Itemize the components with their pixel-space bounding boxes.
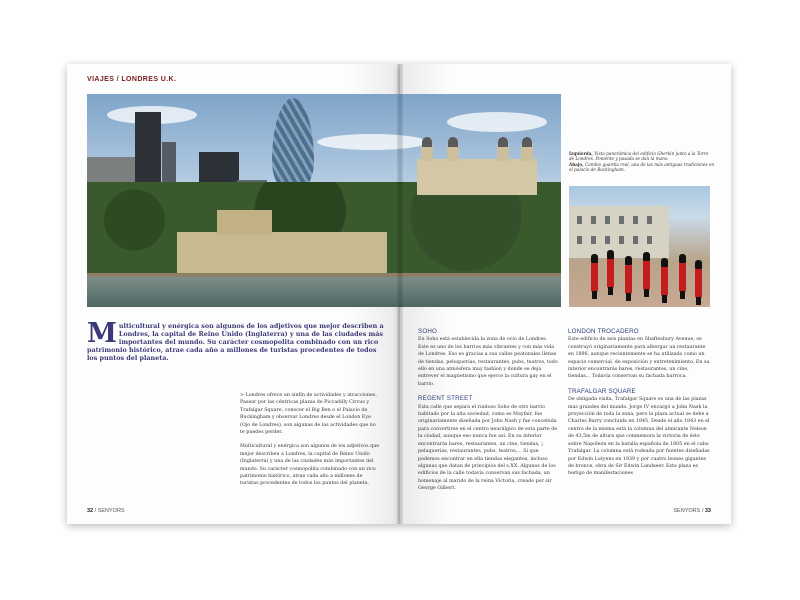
middle-column	[418, 328, 558, 500]
panorama-london-photo	[87, 94, 561, 307]
caption-label-left: Izquierda,	[569, 151, 593, 156]
soho-text: En Soho está establecida la zona de ocio de Londres. Este es uno de los barrios más vibrantes y con más vida de Londres. Eso es gracias a sus calles peatonales llenas de tiendas, peluquerías, restaurantes, pubs, teatros, todo ello en una atmósfera muy fashion y donde se deja entrever el magnetismo que ejerce la cultura gay en el barrio.	[418, 337, 558, 387]
magazine-spread	[67, 64, 731, 524]
magazine-name-left: / SENYORS	[93, 508, 125, 514]
trocadero-heading: LONDON TROCADERO	[568, 328, 639, 335]
lead-paragraph	[87, 318, 387, 362]
drop-cap: M	[87, 318, 117, 349]
lead-text: ulticultural y enérgica son algunos de los adjetivos que mejor describen a Londres, la capital de Reino Unido (Inglaterra) y una de las ciudades más importantes del mundo. Su carácter cosmopolita combinado con un rico patrimonio histórico, atrae cada año a millones de turistas procedentes de todos los puntos del planeta.	[87, 322, 384, 362]
tower-of-london	[417, 159, 537, 195]
soho-heading: SOHO	[418, 328, 438, 335]
left-col-paragraph-1: > Londres ofrece un sinfín de actividades y atracciones. Pasear por las céntricas plazas de Piccadilly Circus y Trafalgar Square, conocer el Big Ben o el Palacio de Buckingham y observar Londres desde el London Eye (Ojo de Londres), son algunas de las actividades que no te puedes perder.	[240, 393, 377, 436]
folio-right	[673, 508, 711, 514]
subsection-label: LONDRES U.K.	[121, 76, 177, 83]
trafalgar-heading: TRAFALGAR SQUARE	[568, 387, 636, 395]
regent-street-heading: REGENT STREET	[418, 395, 473, 403]
page-number-left: 32	[87, 508, 94, 514]
magazine-name-right: SENYORS /	[673, 508, 705, 514]
caption-text-left: Vista panorámica del edificio Gherkin junto a la Torre de Londres. Poniente y pasada se dan la mano.	[569, 151, 709, 162]
regent-street-text: Esta calle que separa el ruidoso Soho de otro barrio habitado por la alta sociedad, como es Mayfair, fue originariamente diseñada por John Nash y fue concebida para convertirse en el centro neurálgico de esta parte de la ciudad, aunque eso nunca fue así. En su interior encontrarás bares, restaurantes, un cine, tiendas, ¡ peluquerías, restaurantes, pubs, teatros,... Si que podemos encontrar en ella tiendas elegantes, incluso algunas que datan de principios del s.XX. Algunos de los edificios de la calle todavía conservan sus fachada, un homenaje al marido de la reina Victoria, creado por sir George Gilbert.	[418, 404, 558, 492]
section-separator: /	[114, 76, 122, 83]
section-tag	[87, 76, 176, 83]
page-number-right: 33	[704, 508, 711, 514]
gherkin-building	[272, 98, 314, 188]
trafalgar-text: De obligada visita, Trafalgar Square es una de las plazas más grandes del mundo. Jorge IV encargó a John Nash la proyección de toda la zona, pero la plaza actual se debe a Charles Barry concluida en 1845. Desde el año 1843 en el centro de la misma está la columna del almirante Nelson de 43,5m de altura que conmemora la victoria de éste sobre Napoleón en la batalla española de 1805 en el cabo Trafalgar. La columna está rodeada por fuentes diseñadas por Edwin Lutyens en 1939 y por cuatro leones gigantes de bronce, obra de Sir Edwin Landseer. Esta plaza es testigo de manifestaciones	[568, 397, 710, 477]
photo-caption	[569, 151, 714, 173]
left-column	[240, 392, 380, 495]
queens-guard-photo	[569, 186, 710, 307]
right-column	[568, 328, 710, 485]
trocadero-text: Este edificio de seis plantas en Shaftesbury Avenue, se construyó originariamente para albergar un restaurante en 1896, aunque recientemente se ha utilizado como un espacio comercial, de exposición y entretenimiento. En su interior encontrarás bares, restaurantes, un cine, tiendas... Todavía conservan su fachada barroca.	[568, 337, 710, 380]
left-col-paragraph-2: Multicultural y enérgica son algunos de los adjetivos que mejor describen a Londres, la capital de Reino Unido (Inglaterra) y una de las ciudades más importantes del mundo. Su carácter cosmopolita combinado con un rico patrimonio histórico, atrae cada año a millones de turistas procedentes de todos los puntos del planeta.	[240, 444, 380, 487]
caption-text-below: Cambio guardia real, una de las más antiguas tradiciones en el palacio de Buckingham.	[569, 161, 715, 173]
caption-label-below: Abajo,	[569, 161, 584, 167]
section-label: VIAJES	[87, 76, 115, 83]
folio-left	[87, 508, 125, 514]
